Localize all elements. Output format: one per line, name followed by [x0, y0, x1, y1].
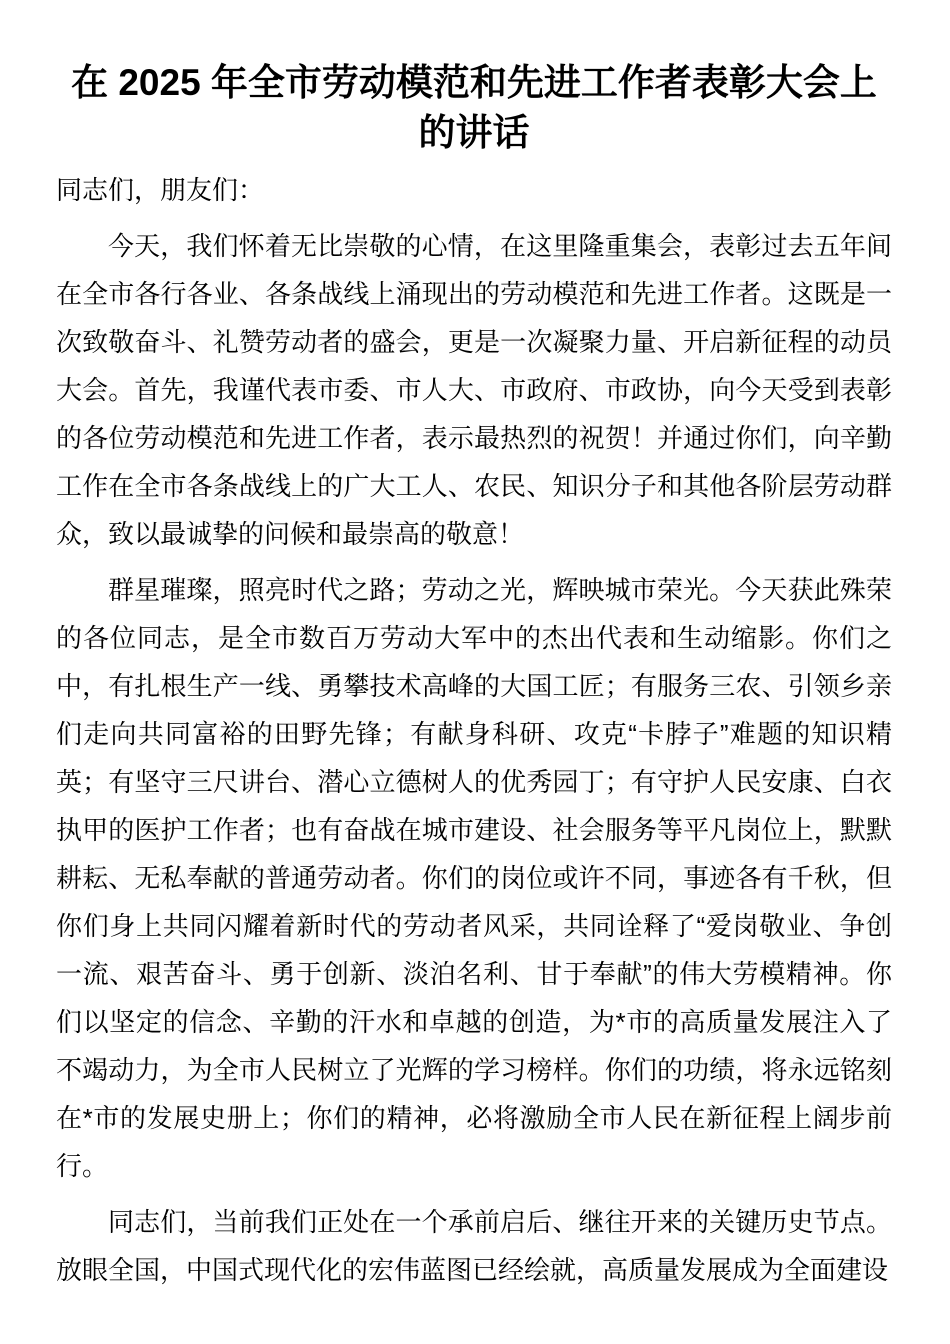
paragraph-situation: 同志们，当前我们正处在一个承前启后、继往开来的关键历史节点。放眼全国，中国式现代化的宏伟蓝图已经绘就，高质量发展成为全面建设 [56, 1207, 892, 1285]
paragraph-opening: 今天，我们怀着无比崇敬的心情，在这里隆重集会，表彰过去五年间在全市各行各业、各条战线上涌现出的劳动模范和先进工作者。这既是一次致敬奋斗、礼赞劳动者的盛会，更是一次凝聚力量、开启新征程的动员大会。首先，我谨代表市委、市人大、市政府、市政协，向今天受到表彰的各位劳动模范和先进工作者，表示最热烈的祝贺！并通过你们，向辛勤工作在全市各条战线上的广大工人、农民、知识分子和其他各阶层劳动群众，致以最诚挚的问候和最崇高的敬意！ [56, 231, 892, 549]
paragraph-praise: 群星璀璨，照亮时代之路；劳动之光，辉映城市荣光。今天获此殊荣的各位同志，是全市数百万劳动大军中的杰出代表和生动缩影。你们之中，有扎根生产一线、勇攀技术高峰的大国工匠；有服务三农、引领乡亲们走向共同富裕的田野先锋；有献身科研、攻克“卡脖子”难题的知识精英；有坚守三尺讲台、潜心立德树人的优秀园丁；有守护人民安康、白衣执甲的医护工作者；也有奋战在城市建设、社会服务等平凡岗位上，默默耕耘、无私奉献的普通劳动者。你们的岗位或许不同，事迹各有千秋，但你们身上共同闪耀着新时代的劳动者风采，共同诠释了“爱岗敬业、争创一流、艰苦奋斗、勇于创新、淡泊名利、甘于奉献”的伟大劳模精神。你们以坚定的信念、辛勤的汗水和卓越的创造，为*市的高质量发展注入了不竭动力，为全市人民树立了光辉的学习榜样。你们的功绩，将永远铭刻在*市的发展史册上；你们的精神，必将激励全市人民在新征程上阔步前行。 [56, 575, 892, 1181]
salutation-line: 同志们，朋友们： [56, 175, 265, 205]
document-title: 在 2025 年全市劳动模范和先进工作者表彰大会上的讲话 [71, 62, 877, 153]
